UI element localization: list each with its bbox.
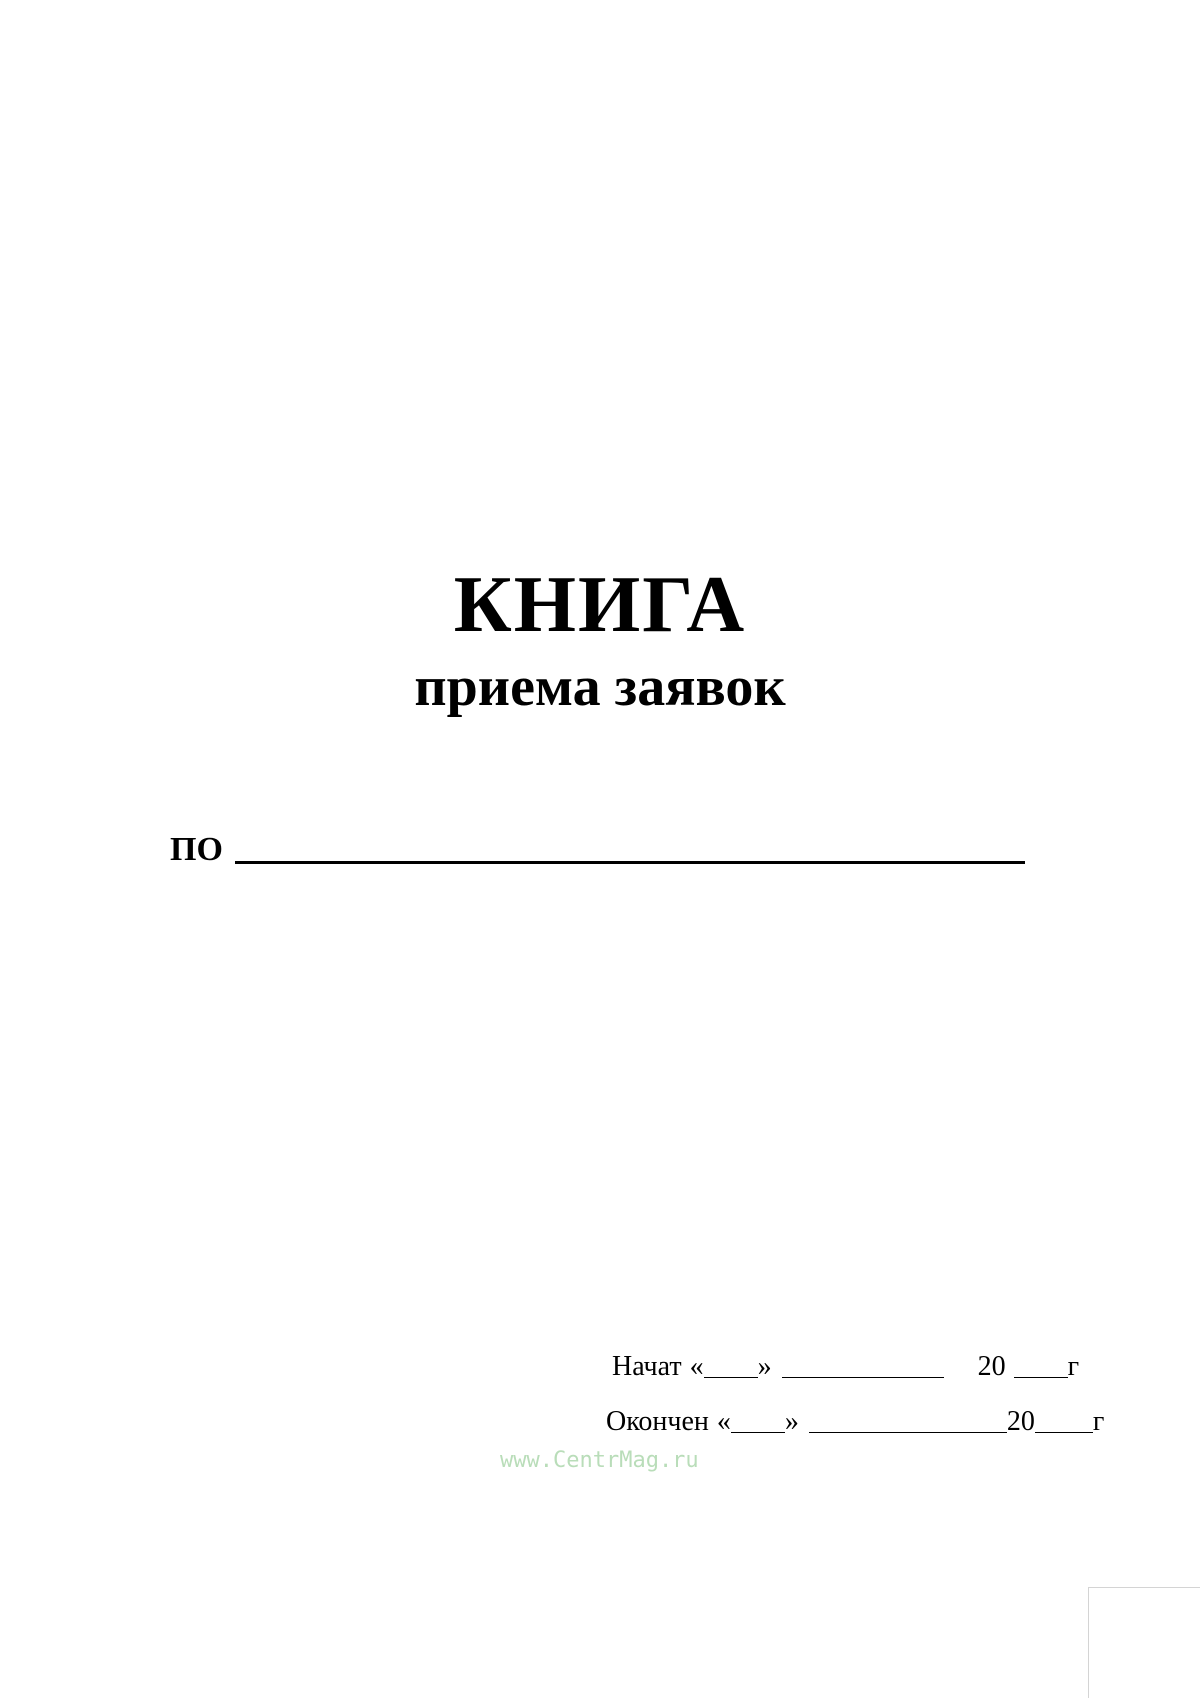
watermark: www.CentrMag.ru: [500, 1448, 699, 1473]
start-year-prefix: 20: [977, 1351, 1006, 1382]
document-title: КНИГА: [453, 561, 747, 649]
po-label: ПО: [170, 831, 223, 868]
end-day-blank: [731, 1431, 785, 1433]
end-open-quote: «: [716, 1406, 731, 1437]
start-open-quote: «: [689, 1351, 704, 1382]
start-month-blank: [782, 1376, 944, 1378]
po-blank-line: [235, 860, 1025, 864]
corner-frame: [1088, 1587, 1200, 1698]
end-year-blank: [1035, 1431, 1093, 1433]
start-label: Начат: [612, 1351, 682, 1382]
end-year-suffix: г: [1092, 1406, 1105, 1437]
end-label: Окончен: [606, 1406, 709, 1437]
start-day-blank: [704, 1376, 758, 1378]
po-field: [170, 820, 1025, 870]
document-subtitle: приема заявок: [414, 656, 786, 718]
start-year-suffix: г: [1067, 1351, 1080, 1382]
end-year-prefix: 20: [1006, 1406, 1035, 1437]
end-date-row: [606, 1405, 1104, 1439]
end-month-blank: [809, 1431, 1007, 1433]
start-close-quote: »: [757, 1351, 772, 1382]
start-date-row: [612, 1350, 1079, 1384]
start-year-blank: [1014, 1376, 1068, 1378]
end-close-quote: »: [784, 1406, 799, 1437]
